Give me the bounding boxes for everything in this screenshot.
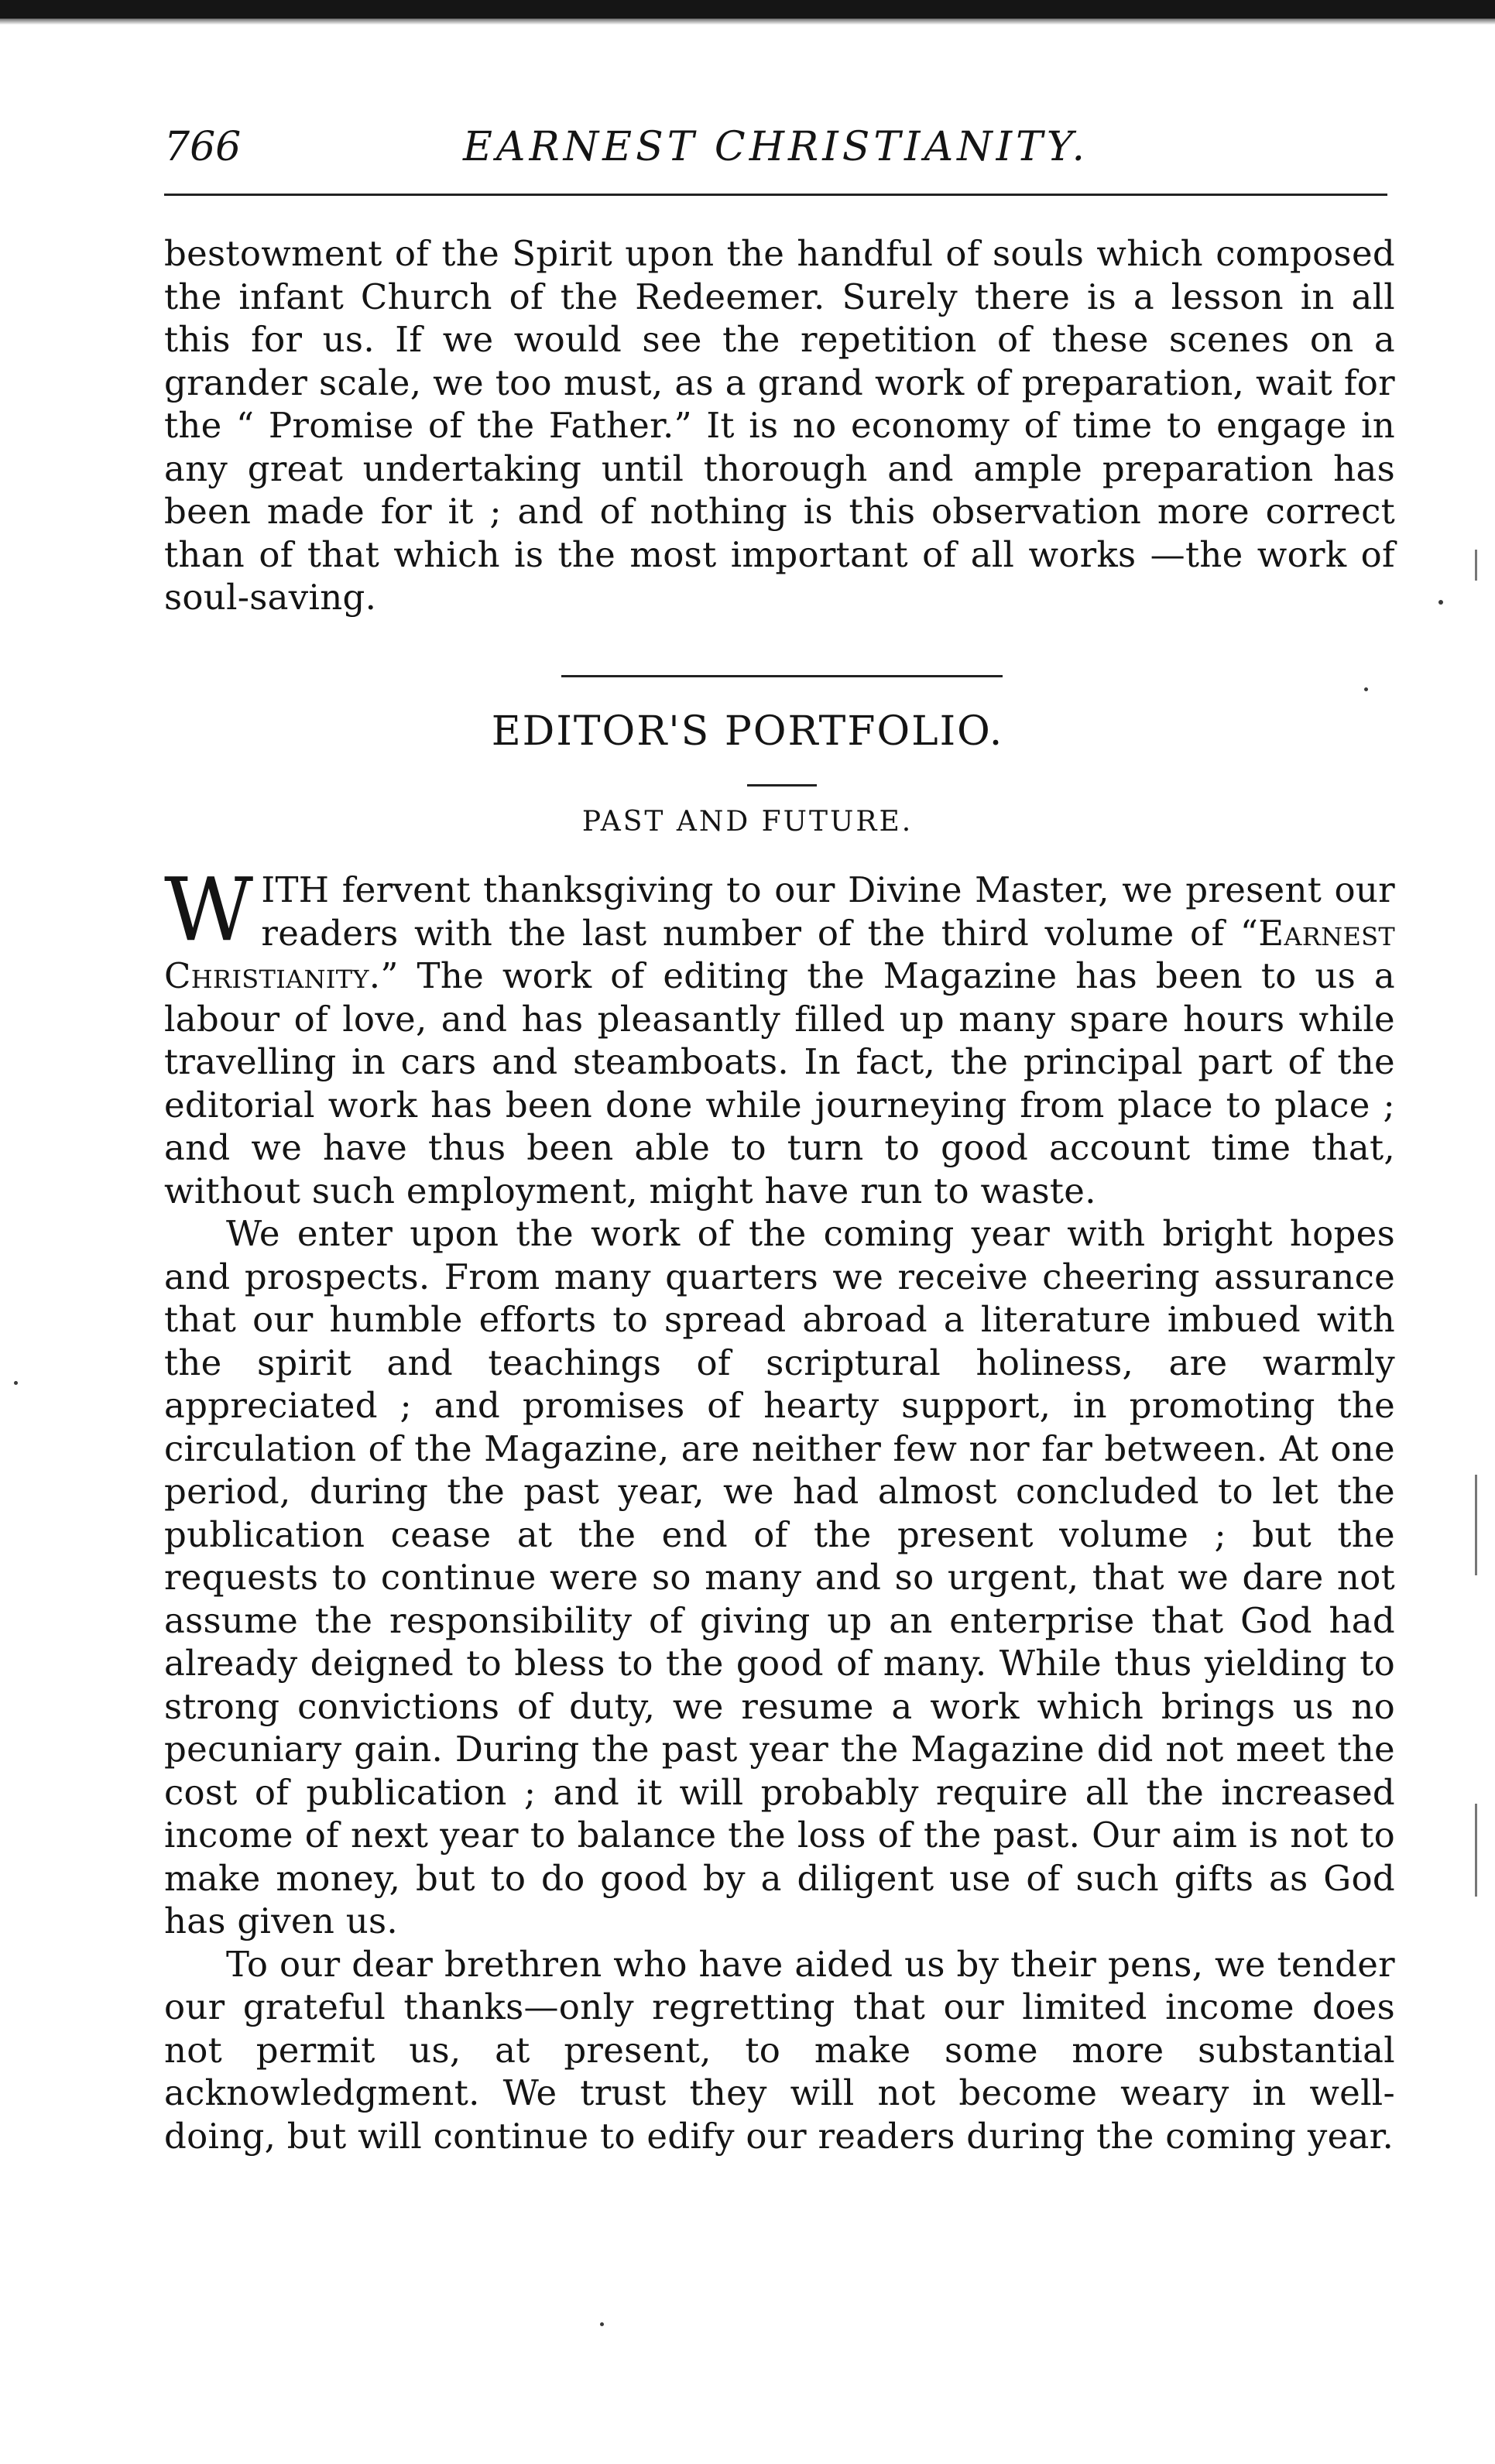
subsection-divider	[747, 784, 817, 786]
scan-top-edge	[0, 0, 1495, 19]
scan-speck	[600, 2322, 604, 2326]
scan-edge-mark	[1475, 1475, 1477, 1575]
article-paragraph-2: We enter upon the work of the coming year with bright hopes and prospects. From many quarters we receive cheering assurance that our humble efforts to spread abroad a literature imbued with the spirit and teachings of scriptural holiness, are warmly appreciated ; and promises of hearty support, in promoting the circulation of the Magazine, are neither few nor far between. At one period, during the past year, we had almost concluded to let the publication cease at the end of the present volume ; but the requests to continue were so many and so urgent, that we dare not assume the responsibility of giving up an enterprise that God had already deigned to bless to the good of many. While thus yielding to strong convictions of duty, we resume a work which brings us no pecuniary gain. During the past year the Magazine did not meet the cost of publication ; and it will probably require all the increased income of next year to balance the loss of the past. Our aim is not to make money, but to do good by a diligent use of such gifts as God has given us.	[164, 1213, 1395, 1941]
article-body	[164, 860, 1395, 2157]
running-head	[164, 116, 1387, 178]
continuation-paragraph: bestowment of the Spirit upon the handful of souls which composed the infant Church of the Redeemer. Surely there is a lesson in all this for us. If we would see the repetition of these scenes on a grander scale, we too must, as a grand work of preparation, wait for the “ Promise of the Father.” It is no economy of time to engage in any great undertaking until thorough and ample preparation has been made for it ; and of nothing is this observation more correct than of that which is the most important of all works —the work of soul-saving.	[164, 233, 1395, 618]
first-word-rest: ITH	[261, 869, 330, 910]
article-paragraph-3: To our dear brethren who have aided us by their pens, we tender our grateful thanks—only regretting that our limited income does not permit us, at present, to make some more substantial acknowledgment. We trust they will not become weary in well-doing, but will continue to edify our readers during the coming year.	[164, 1943, 1395, 2157]
drop-cap: W	[164, 860, 254, 961]
running-title: EARNEST CHRISTIANITY.	[462, 124, 1089, 170]
scan-speck	[14, 1381, 18, 1385]
paragraph-1-text-a: fervent thanksgiving to our Divine Master, we present our readers with the last number of the third volume of “	[261, 869, 1395, 954]
continuation-block	[164, 232, 1395, 619]
scan-speck	[1438, 600, 1443, 605]
scan-top-edge-shadow	[0, 19, 1495, 25]
section-divider	[561, 675, 1003, 677]
magazine-name: Earnest Christianity.	[164, 912, 1395, 996]
scan-edge-mark	[1475, 550, 1477, 581]
subsection-title: PAST AND FUTURE.	[581, 806, 914, 838]
article-paragraph-1	[164, 860, 1395, 1212]
section-title: EDITOR'S PORTFOLIO.	[491, 708, 1004, 755]
paragraph-1-text-b: ” The work of editing the Magazine has been to us a labour of love, and has pleasantly filled up many spare hours while travelling in cars and steamboats. In fact, the principal part of the editorial work has been done while journeying from place to place ; and we have thus been able to turn to good account time that, without such employment, might have run to waste.	[164, 955, 1395, 1211]
scan-speck	[1364, 687, 1368, 691]
scan-edge-mark	[1475, 1804, 1477, 1897]
header-rule	[164, 194, 1387, 196]
page-number: 766	[164, 124, 242, 170]
